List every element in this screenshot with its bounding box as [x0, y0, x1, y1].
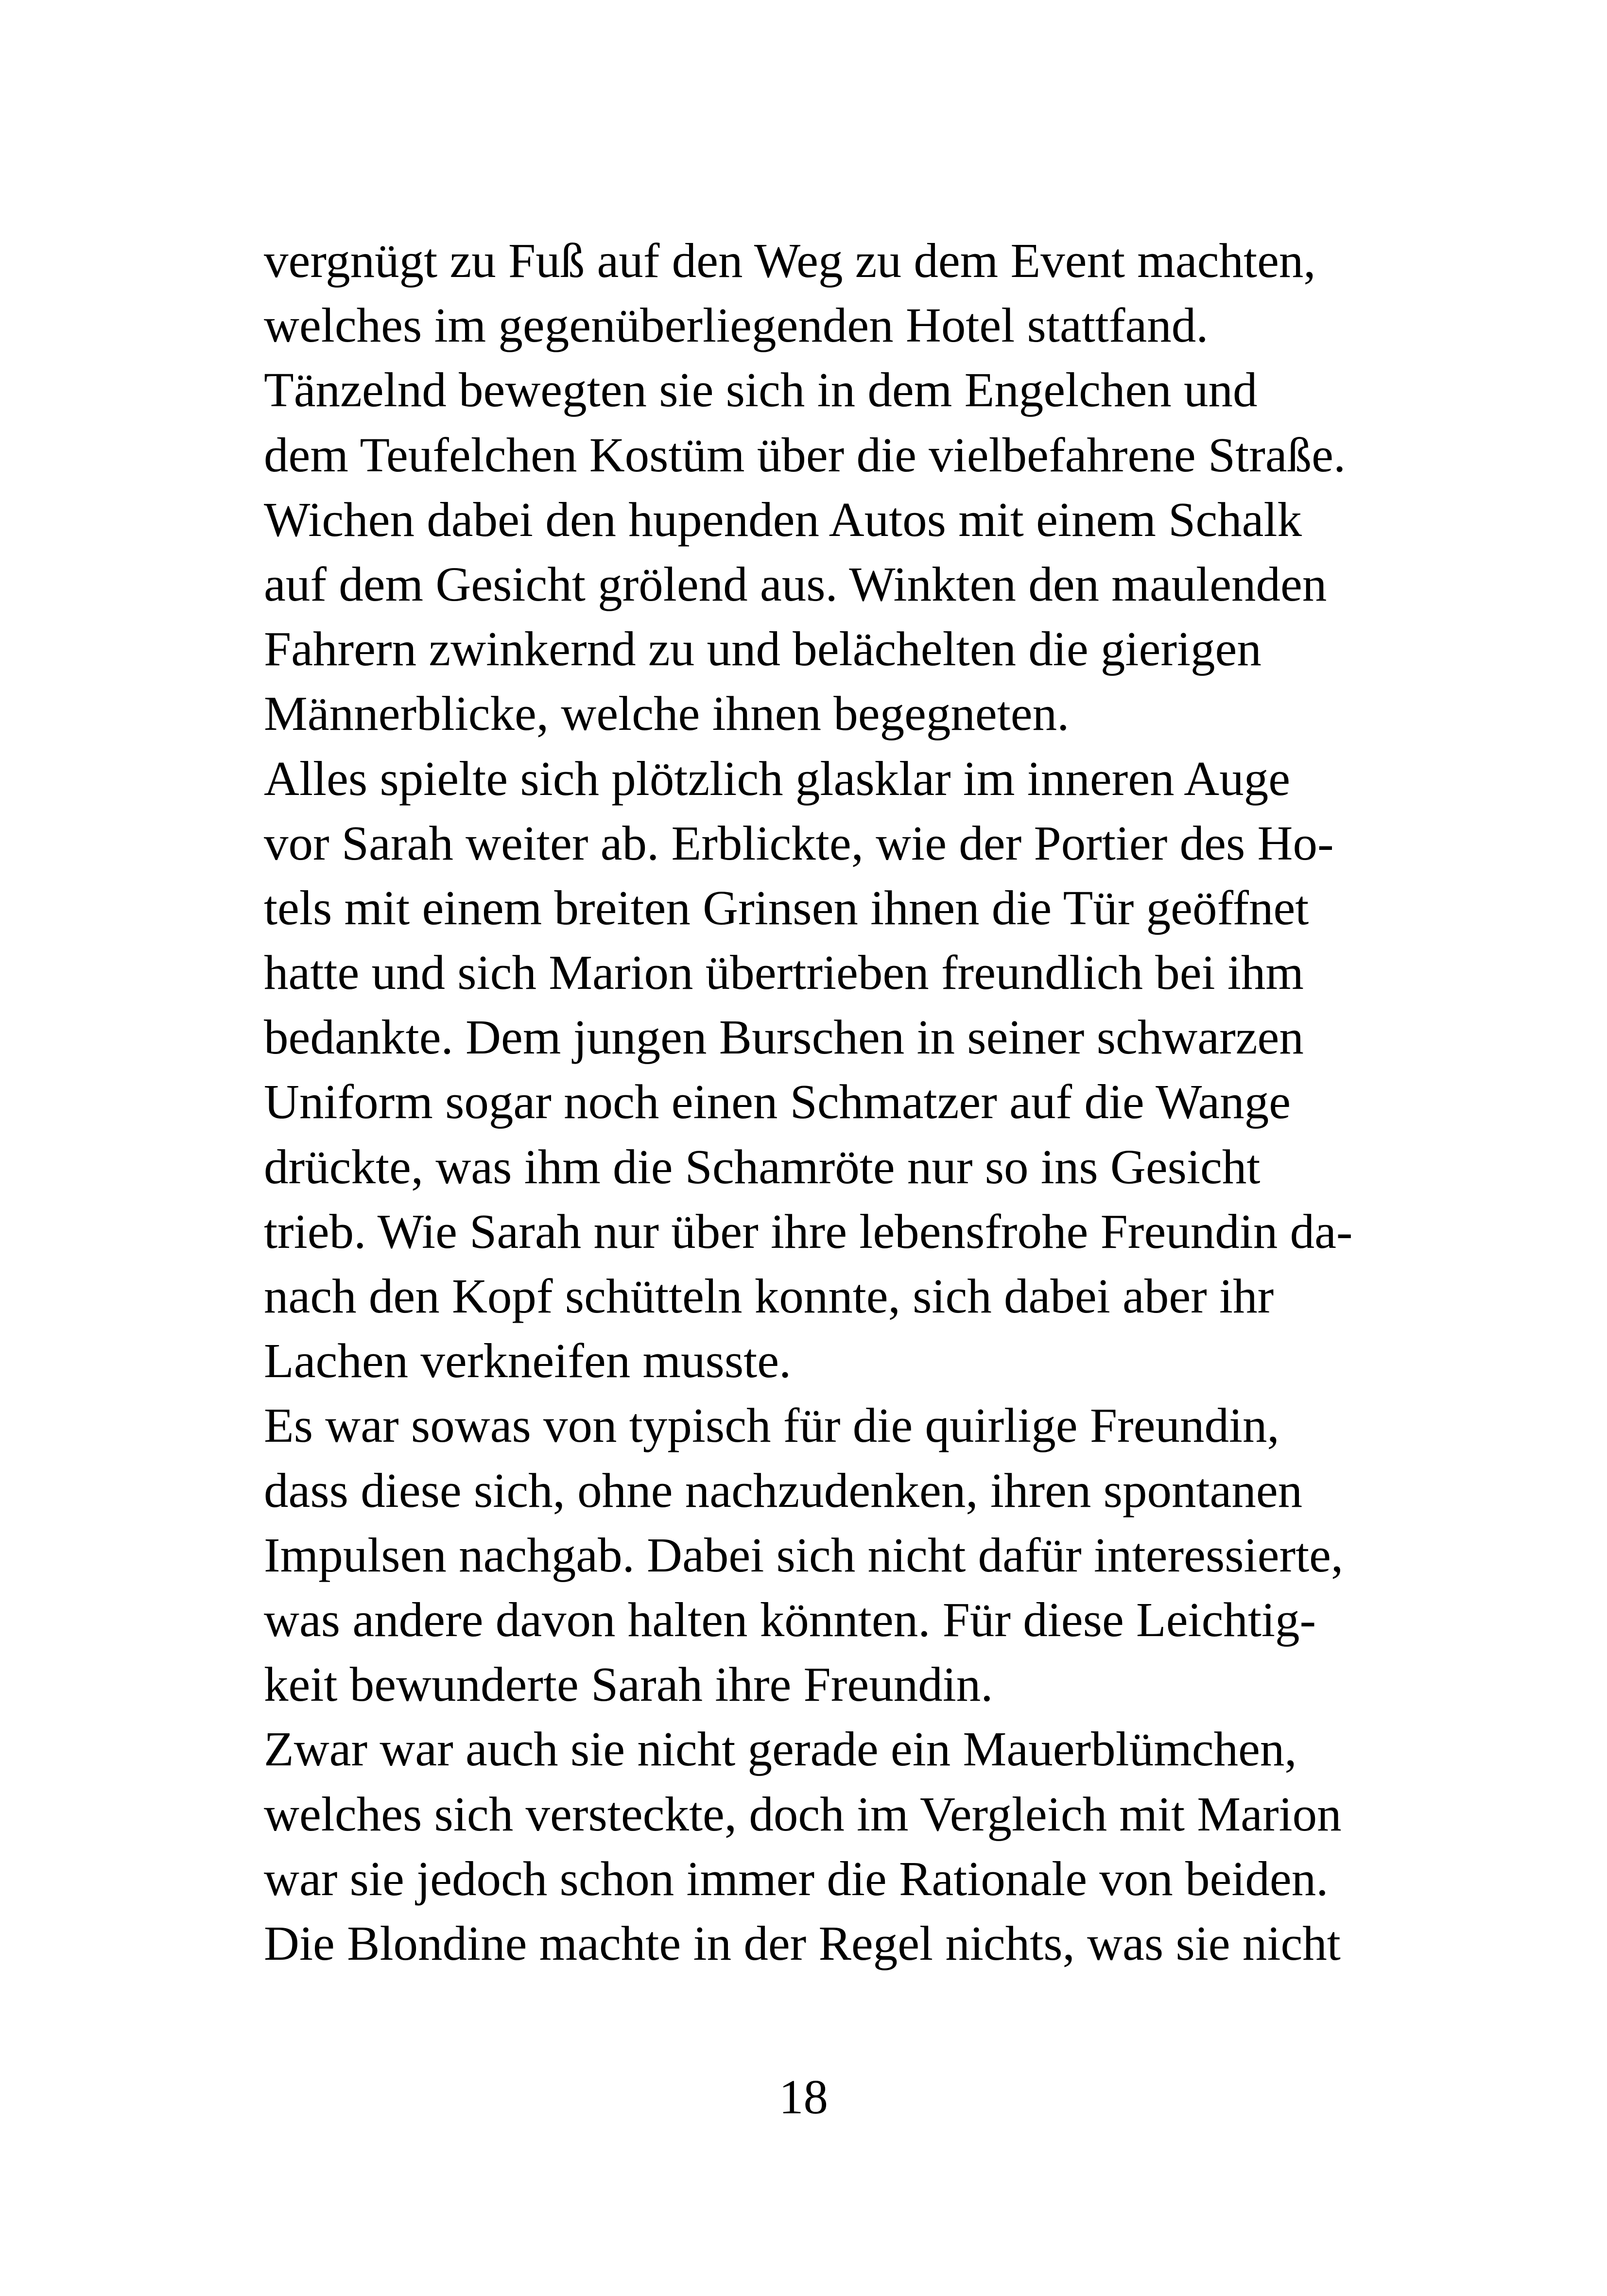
text-line: welches sich versteckte, doch im Vergleich mit Marion: [264, 1786, 1342, 1841]
text-line: drückte, was ihm die Schamröte nur so ins Gesicht: [264, 1139, 1261, 1194]
text-line: dem Teufelchen Kostüm über die vielbefahrene Straße.: [264, 427, 1346, 482]
text-line: keit bewunderte Sarah ihre Freundin.: [264, 1657, 993, 1712]
text-line: Lachen verkneifen musste.: [264, 1333, 792, 1388]
text-line: Wichen dabei den hupenden Autos mit einem Schalk: [264, 492, 1302, 547]
text-line: vergnügt zu Fuß auf den Weg zu dem Event machten,: [264, 233, 1316, 288]
text-line: Tänzelnd bewegten sie sich in dem Engelchen und: [264, 363, 1258, 417]
text-line: hatte und sich Marion übertrieben freundlich bei ihm: [264, 945, 1304, 1000]
text-line: bedankte. Dem jungen Burschen in seiner schwarzen: [264, 1010, 1304, 1065]
text-line: welches im gegenüberliegenden Hotel stattfand.: [264, 298, 1209, 353]
body-text: [264, 228, 1353, 1976]
text-line: Impulsen nachgab. Dabei sich nicht dafür interessierte,: [264, 1527, 1344, 1582]
text-line: trieb. Wie Sarah nur über ihre lebensfrohe Freundin da-: [264, 1204, 1353, 1259]
text-line: Uniform sogar noch einen Schmatzer auf die Wange: [264, 1074, 1291, 1129]
text-line: Männerblicke, welche ihnen begegneten.: [264, 686, 1070, 741]
text-line: tels mit einem breiten Grinsen ihnen die Tür geöffnet: [264, 880, 1309, 935]
text-line: Alles spielte sich plötzlich glasklar im inneren Auge: [264, 751, 1291, 806]
text-line: Zwar war auch sie nicht gerade ein Mauerblümchen,: [264, 1722, 1297, 1777]
page-number: 18: [779, 2070, 828, 2124]
text-line: vor Sarah weiter ab. Erblickte, wie der Portier des Ho-: [264, 815, 1334, 870]
text-line: was andere davon halten könnten. Für diese Leichtig-: [264, 1592, 1316, 1647]
text-line: auf dem Gesicht grölend aus. Winkten den maulenden: [264, 556, 1327, 611]
text-line: war sie jedoch schon immer die Rationale von beiden.: [264, 1851, 1329, 1906]
text-line: nach den Kopf schütteln konnte, sich dabei aber ihr: [264, 1269, 1274, 1323]
text-line: Fahrern zwinkernd zu und belächelten die gierigen: [264, 621, 1261, 676]
text-line: Die Blondine machte in der Regel nichts, was sie nicht: [264, 1916, 1341, 1970]
text-line: Es war sowas von typisch für die quirlige Freundin,: [264, 1398, 1279, 1453]
text-line: dass diese sich, ohne nachzudenken, ihren spontanen: [264, 1463, 1303, 1518]
